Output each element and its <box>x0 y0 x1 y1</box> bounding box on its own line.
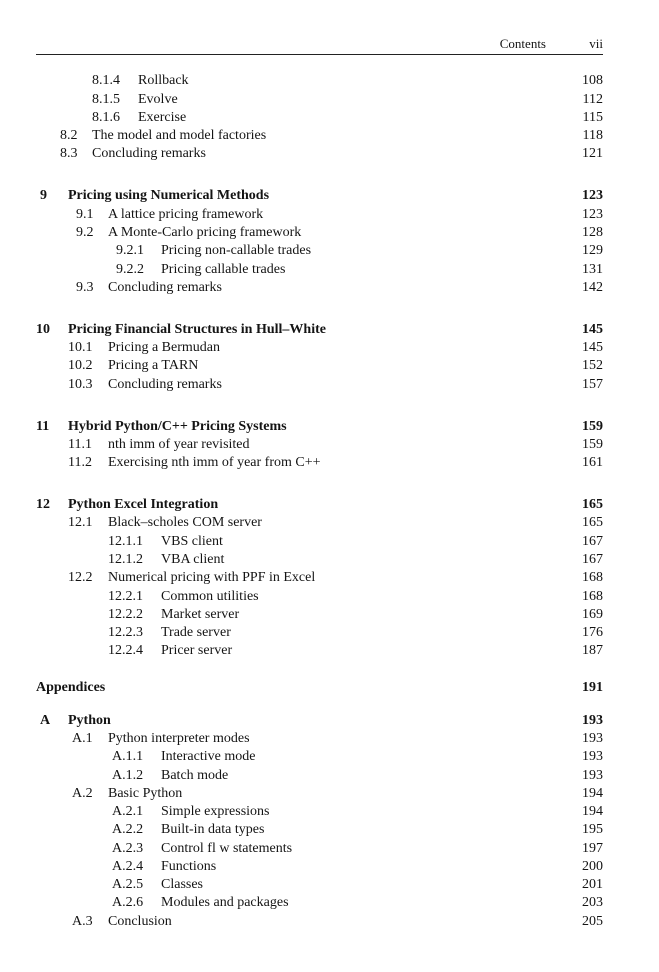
toc-entry-number: 9.1 <box>76 207 94 222</box>
toc-entry-title: VBS client <box>161 534 223 549</box>
toc-entry-number: 12.2.2 <box>108 607 143 622</box>
toc-chapter-entry[interactable] <box>0 496 603 514</box>
toc-entry[interactable] <box>0 376 603 394</box>
toc-entry[interactable] <box>0 894 603 912</box>
toc-entry-page: 201 <box>582 877 603 892</box>
toc-chapter-entry[interactable] <box>0 712 603 730</box>
toc-entry[interactable] <box>0 642 603 660</box>
toc-entry-page: 194 <box>582 786 603 801</box>
toc-entry[interactable] <box>0 858 603 876</box>
toc-entry-title: Pricing Financial Structures in Hull–White <box>68 322 326 337</box>
toc-entry-title: Interactive mode <box>161 749 256 764</box>
toc-entry-title: Concluding remarks <box>108 377 222 392</box>
toc-entry-page: 197 <box>582 841 603 856</box>
toc-entry-title: Python <box>68 713 111 728</box>
toc-entry-number: 9.2.1 <box>116 243 144 258</box>
toc-entry-number: A.2.2 <box>112 822 144 837</box>
toc-entry-number: 11 <box>36 419 50 434</box>
toc-entry-page: 200 <box>582 859 603 874</box>
toc-entry-number: 8.2 <box>60 128 78 143</box>
toc-entry-page: 165 <box>582 515 603 530</box>
toc-entry-number: A.1.1 <box>112 749 144 764</box>
toc-entry-page: 176 <box>582 625 603 640</box>
toc-entry[interactable] <box>0 840 603 858</box>
toc-entry-page: 142 <box>582 280 603 295</box>
toc-entry-number: A.2.5 <box>112 877 144 892</box>
toc-chapter-entry[interactable] <box>0 321 603 339</box>
toc-entry-page: 205 <box>582 914 603 929</box>
toc-entry-number: 12.2 <box>68 570 93 585</box>
toc-entry-page: 169 <box>582 607 603 622</box>
toc-entry-title: Hybrid Python/C++ Pricing Systems <box>68 419 287 434</box>
toc-entry-page: 108 <box>582 73 603 88</box>
toc-entry-title: Python interpreter modes <box>108 731 250 746</box>
toc-entry-page: 121 <box>582 146 603 161</box>
toc-entry[interactable] <box>0 514 603 532</box>
toc-entry[interactable] <box>0 748 603 766</box>
toc-entry-title: Pricing non-callable trades <box>161 243 312 258</box>
toc-entry-page: 128 <box>582 225 603 240</box>
toc-entry[interactable] <box>0 767 603 785</box>
toc-entry[interactable] <box>0 730 603 748</box>
toc-entry-title: Functions <box>161 859 217 874</box>
toc-entry-page: 118 <box>582 128 603 143</box>
toc-entry-number: 8.1.5 <box>92 92 120 107</box>
toc-entry-page: 112 <box>582 92 603 107</box>
toc-entry[interactable] <box>0 145 603 163</box>
toc-entry-page: 193 <box>582 749 603 764</box>
toc-entry-number: A.2 <box>72 786 93 801</box>
toc-entry-number: 12.1.2 <box>108 552 143 567</box>
toc-entry-page: 167 <box>582 534 603 549</box>
toc-entry-title: Rollback <box>138 73 189 88</box>
toc-entry[interactable] <box>0 339 603 357</box>
toc-entry-number: 10.2 <box>68 358 93 373</box>
toc-entry-number: A.2.4 <box>112 859 144 874</box>
toc-entry-page: 195 <box>582 822 603 837</box>
toc-entry-number: 9 <box>40 188 47 203</box>
toc-entry[interactable] <box>0 606 603 624</box>
toc-entry-number: 10.3 <box>68 377 93 392</box>
toc-entry-title: Common utilities <box>161 589 259 604</box>
toc-entry-title: Basic Python <box>108 786 183 801</box>
toc-entry-page: 165 <box>582 497 603 512</box>
toc-chapter-entry[interactable] <box>0 679 603 697</box>
toc-entry-number: 10.1 <box>68 340 93 355</box>
toc-entry-page: 159 <box>582 437 603 452</box>
toc-entry-number: 9.3 <box>76 280 94 295</box>
toc-entry[interactable] <box>0 72 603 90</box>
toc-entry-title: Appendices <box>36 680 106 695</box>
toc-entry[interactable] <box>0 436 603 454</box>
toc-entry-title: Concluding remarks <box>108 280 222 295</box>
toc-chapter-entry[interactable] <box>0 187 603 205</box>
toc-entry-page: 152 <box>582 358 603 373</box>
toc-entry-title: Black–scholes COM server <box>108 515 262 530</box>
toc-entry[interactable] <box>0 821 603 839</box>
toc-entry[interactable] <box>0 91 603 109</box>
toc-entry-page: 145 <box>582 322 603 337</box>
toc-entry-page: 115 <box>582 110 603 125</box>
toc-entry-title: Simple expressions <box>161 804 270 819</box>
toc-entry-page: 161 <box>582 455 603 470</box>
toc-entry-number: 12.1.1 <box>108 534 143 549</box>
toc-entry-title: Exercising nth imm of year from C++ <box>108 455 321 470</box>
toc-entry[interactable] <box>0 357 603 375</box>
toc-entry[interactable] <box>0 279 603 297</box>
toc-entry-number: 9.2.2 <box>116 262 144 277</box>
toc-entry-number: 12.1 <box>68 515 93 530</box>
toc-entry-title: Pricing a Bermudan <box>108 340 220 355</box>
toc-entry[interactable] <box>0 224 603 242</box>
toc-entry-number: 8.1.6 <box>92 110 120 125</box>
toc-entry-page: 123 <box>582 207 603 222</box>
toc-entry-number: 11.2 <box>68 455 92 470</box>
toc-entry-title: Trade server <box>161 625 231 640</box>
toc-entry-title: Control fl w statements <box>161 841 293 856</box>
toc-entry[interactable] <box>0 588 603 606</box>
toc-entry-title: Classes <box>161 877 203 892</box>
toc-entry-page: 193 <box>582 731 603 746</box>
toc-entry-title: Numerical pricing with PPF in Excel <box>108 570 316 585</box>
toc-entry-number: A.2.1 <box>112 804 144 819</box>
toc-entry-title: Modules and packages <box>161 895 289 910</box>
toc-entry-page: 157 <box>582 377 603 392</box>
running-header <box>36 36 603 52</box>
toc-entry-page: 193 <box>582 713 603 728</box>
toc-entry-number: A.3 <box>72 914 93 929</box>
toc-entry-number: A.1 <box>72 731 93 746</box>
toc-entry-number: 12.2.1 <box>108 589 143 604</box>
toc-entry-title: Concluding remarks <box>92 146 206 161</box>
toc-entry[interactable] <box>0 454 603 472</box>
toc-entry-number: 9.2 <box>76 225 94 240</box>
toc-entry-page: 203 <box>582 895 603 910</box>
toc-entry-title: Conclusion <box>108 914 172 929</box>
toc-entry[interactable] <box>0 785 603 803</box>
toc-entry-page: 145 <box>582 340 603 355</box>
toc-entry-title: Market server <box>161 607 240 622</box>
toc-entry-page: 168 <box>582 589 603 604</box>
toc-entry[interactable] <box>0 876 603 894</box>
toc-entry-number: 8.1.4 <box>92 73 120 88</box>
toc-entry[interactable] <box>0 803 603 821</box>
toc-entry-number: A <box>40 713 51 728</box>
toc-entry-page: 168 <box>582 570 603 585</box>
toc-entry-page: 193 <box>582 768 603 783</box>
toc-entry-number: 10 <box>36 322 50 337</box>
toc-entry-title: The model and model factories <box>92 128 267 143</box>
toc-entry-page: 131 <box>582 262 603 277</box>
toc-entry-number: 12.2.3 <box>108 625 143 640</box>
toc-entry[interactable] <box>0 551 603 569</box>
toc-entry-page: 194 <box>582 804 603 819</box>
toc-entry-number: 11.1 <box>68 437 92 452</box>
toc-entry-title: Pricing a TARN <box>108 358 199 373</box>
toc-entry-number: 12.2.4 <box>108 643 143 658</box>
toc-entry-page: 159 <box>582 419 603 434</box>
toc-entry[interactable] <box>0 533 603 551</box>
toc-chapter-entry[interactable] <box>0 418 603 436</box>
toc-entry-number: A.2.6 <box>112 895 144 910</box>
toc-entry-title: nth imm of year revisited <box>108 437 250 452</box>
header-rule <box>36 54 603 55</box>
toc-entry-title: VBA client <box>161 552 225 567</box>
toc-entry-title: Pricer server <box>161 643 233 658</box>
toc-entry[interactable] <box>0 242 603 260</box>
header-title: Contents <box>499 36 546 51</box>
toc-entry-title: Built-in data types <box>161 822 265 837</box>
toc-entry-number: 12 <box>36 497 50 512</box>
toc-entry-title: Evolve <box>138 92 178 107</box>
toc-entry-title: A Monte-Carlo pricing framework <box>108 225 302 240</box>
toc-entry-page: 167 <box>582 552 603 567</box>
toc-entry-page: 187 <box>582 643 603 658</box>
toc-entry[interactable] <box>0 261 603 279</box>
toc-entry-number: A.2.3 <box>112 841 144 856</box>
toc-entry-page: 129 <box>582 243 603 258</box>
header-page-number: vii <box>589 36 603 51</box>
toc-entry-title: Python Excel Integration <box>68 497 219 512</box>
toc-entry-page: 123 <box>582 188 603 203</box>
toc-entry-number: A.1.2 <box>112 768 144 783</box>
toc-entry-title: Pricing using Numerical Methods <box>68 188 270 203</box>
toc-entry-title: Batch mode <box>161 768 229 783</box>
toc-entry[interactable] <box>0 569 603 587</box>
toc-entry-page: 191 <box>582 680 603 695</box>
toc-entry[interactable] <box>0 624 603 642</box>
toc-entry[interactable] <box>0 127 603 145</box>
toc-entry[interactable] <box>0 109 603 127</box>
toc-entry[interactable] <box>0 206 603 224</box>
toc-entry-number: 8.3 <box>60 146 78 161</box>
toc-entry[interactable] <box>0 913 603 931</box>
toc-entry-title: A lattice pricing framework <box>108 207 264 222</box>
toc-entry-title: Pricing callable trades <box>161 262 286 277</box>
toc-entry-title: Exercise <box>138 110 187 125</box>
